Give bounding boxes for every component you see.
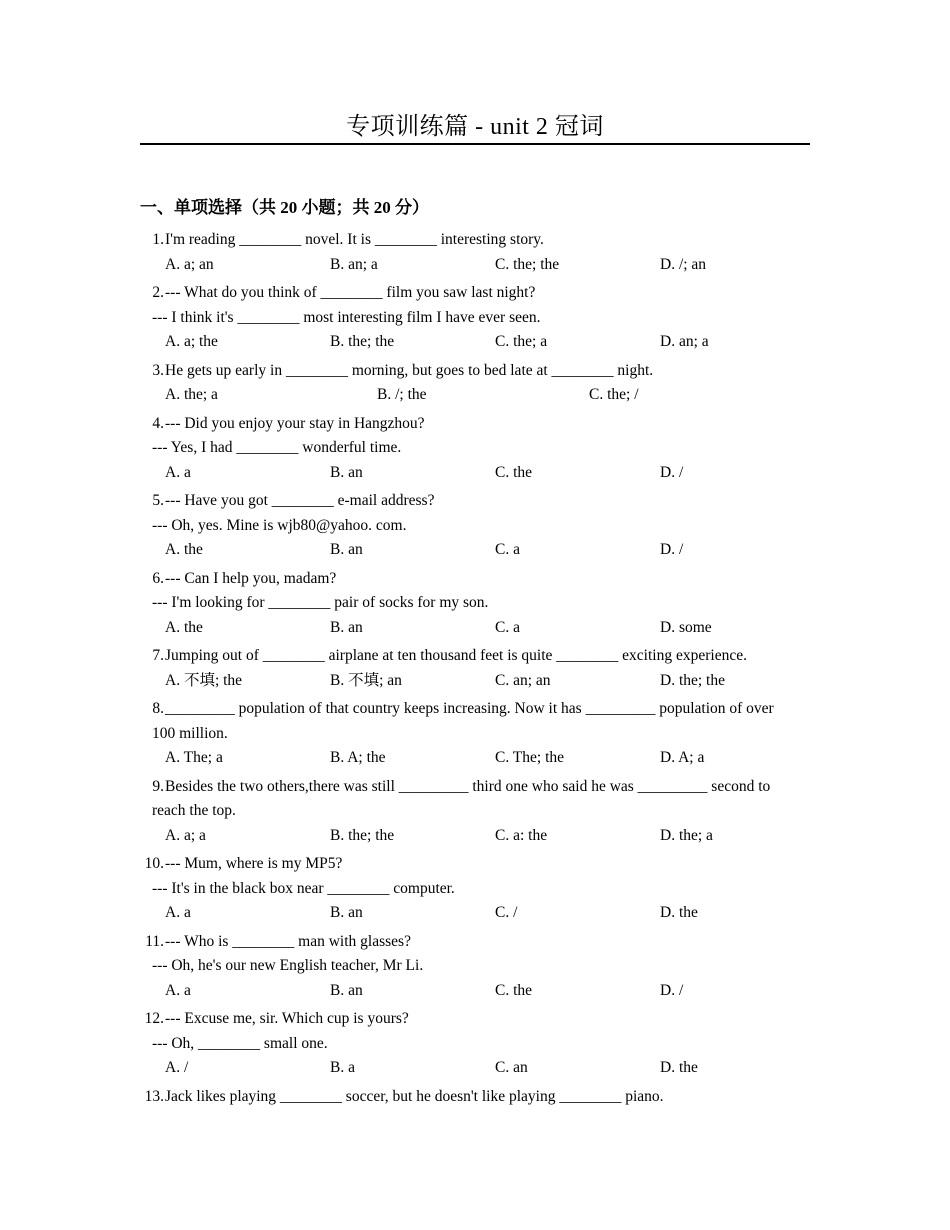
answer-option-c[interactable]: C. the (495, 463, 533, 481)
question-text: Jack likes playing ________ soccer, but he doesn't like playing ________ piano. (165, 1087, 664, 1105)
question-item (140, 775, 810, 849)
question-stem (140, 281, 810, 306)
question-item (140, 644, 810, 693)
answer-option-d[interactable]: D. an; a (660, 333, 709, 350)
answer-option-d[interactable]: D. / (660, 463, 684, 481)
answer-option-b[interactable]: B. an (330, 981, 363, 999)
page-title: 专项训练篇 - unit 2 冠词 (346, 114, 604, 140)
answer-option-c[interactable]: C. a (495, 618, 520, 636)
answer-options (140, 1056, 810, 1081)
question-item (140, 1085, 810, 1110)
answer-option-b[interactable]: B. a (330, 1059, 355, 1076)
question-stem (140, 1085, 810, 1110)
answer-option-d[interactable]: D. /; an (660, 255, 707, 273)
question-stem (140, 228, 810, 253)
answer-option-a[interactable]: A. a; a (165, 826, 206, 844)
question-number: 3. (152, 361, 164, 379)
answer-option-d[interactable]: D. some (660, 618, 712, 636)
answer-option-a[interactable]: A. a (165, 904, 191, 921)
question-text-continuation: reach the top. (152, 802, 236, 819)
question-text: --- What do you think of ________ film you saw last night? (165, 284, 536, 301)
answer-option-c[interactable]: C. the; / (589, 386, 639, 403)
question-text-continuation: --- It's in the black box near ________ computer. (152, 879, 455, 897)
question-text: --- Can I help you, madam? (165, 569, 337, 587)
question-stem (140, 412, 810, 437)
question-text: --- Have you got ________ e-mail address? (165, 492, 435, 509)
answer-option-c[interactable]: C. a: the (495, 826, 548, 844)
question-number: 10. (144, 855, 164, 872)
answer-option-a[interactable]: A. the (165, 541, 203, 558)
answer-option-c[interactable]: C. the; a (495, 333, 548, 350)
question-number: 1. (152, 231, 164, 248)
answer-option-c[interactable]: C. / (495, 904, 518, 921)
answer-option-b[interactable]: B. an; a (330, 255, 378, 273)
answer-options (140, 253, 810, 278)
question-number: 13. (144, 1087, 164, 1105)
answer-options (140, 824, 810, 849)
answer-options (140, 616, 810, 641)
question-text: --- Mum, where is my MP5? (165, 855, 343, 872)
answer-options (140, 979, 810, 1004)
question-item (140, 489, 810, 563)
question-text: --- Who is ________ man with glasses? (165, 932, 411, 950)
answer-option-c[interactable]: C. a (495, 541, 520, 558)
answer-option-c[interactable]: C. the (495, 981, 533, 999)
section-heading: 一、单项选择（共 20 小题；共 20 分） (140, 198, 429, 217)
answer-option-a[interactable]: A. the; a (165, 386, 218, 403)
answer-option-a[interactable]: A. a; the (165, 333, 218, 350)
question-stem (140, 489, 810, 514)
question-text-continuation: --- Yes, I had ________ wonderful time. (152, 439, 402, 456)
question-item (140, 930, 810, 1004)
answer-option-d[interactable]: D. the (660, 1059, 698, 1076)
answer-option-a[interactable]: A. a (165, 463, 191, 481)
question-number: 11. (145, 932, 164, 950)
answer-option-b[interactable]: B. an (330, 618, 363, 636)
answer-option-b[interactable]: B. the; the (330, 333, 395, 350)
answer-option-a[interactable]: A. a; an (165, 255, 214, 273)
question-list (140, 228, 810, 1113)
answer-option-c[interactable]: C. The; the (495, 749, 565, 766)
answer-options (140, 538, 810, 563)
question-number: 7. (152, 647, 164, 664)
question-number: 12. (144, 1010, 164, 1027)
question-text: Jumping out of ________ airplane at ten thousand feet is quite ________ exciting experience. (165, 647, 747, 664)
answer-options (140, 330, 810, 355)
answer-options (140, 901, 810, 926)
question-item (140, 359, 810, 408)
question-number: 5. (152, 492, 164, 509)
question-item (140, 1007, 810, 1081)
answer-option-b[interactable]: B. an (330, 904, 363, 921)
question-item (140, 567, 810, 641)
question-text: --- Excuse me, sir. Which cup is yours? (165, 1010, 409, 1027)
answer-options (140, 383, 810, 408)
question-text: _________ population of that country keeps increasing. Now it has _________ population of over (165, 700, 774, 717)
question-text: He gets up early in ________ morning, but goes to bed late at ________ night. (165, 361, 654, 379)
question-number: 8. (152, 700, 164, 717)
answer-options (140, 461, 810, 486)
question-number: 6. (152, 569, 164, 587)
answer-option-c[interactable]: C. the; the (495, 255, 560, 273)
question-text-continuation: --- I'm looking for ________ pair of socks for my son. (152, 594, 489, 611)
question-item (140, 852, 810, 926)
answer-option-a[interactable]: A. the (165, 618, 203, 636)
question-stem (140, 930, 810, 955)
answer-option-d[interactable]: D. the; a (660, 826, 713, 844)
answer-option-d[interactable]: D. / (660, 541, 684, 558)
answer-option-d[interactable]: D. the (660, 904, 698, 921)
answer-option-b[interactable]: B. the; the (330, 826, 395, 844)
question-item (140, 697, 810, 771)
question-stem (140, 567, 810, 592)
question-text: --- Did you enjoy your stay in Hangzhou? (165, 414, 425, 432)
answer-option-a[interactable]: A. a (165, 981, 191, 999)
answer-option-a[interactable]: A. / (165, 1059, 189, 1076)
question-text-continuation: --- Oh, yes. Mine is wjb80@yahoo. com. (152, 516, 407, 534)
answer-option-a[interactable]: A. 不填; the (165, 671, 243, 689)
question-stem (140, 644, 810, 669)
question-text: Besides the two others,there was still _________ third one who said he was _________ second to (165, 777, 771, 795)
answer-option-a[interactable]: A. The; a (165, 749, 223, 766)
question-number: 2. (152, 284, 164, 301)
answer-options (140, 669, 810, 694)
question-item (140, 412, 810, 486)
question-stem (140, 697, 810, 722)
question-stem (140, 775, 810, 800)
question-text-continuation: --- I think it's ________ most interesting film I have ever seen. (152, 308, 541, 326)
question-stem (140, 359, 810, 384)
answer-option-d[interactable]: D. the; the (660, 671, 725, 689)
question-stem (140, 852, 810, 877)
answer-option-c[interactable]: C. an (495, 1059, 528, 1076)
answer-option-b[interactable]: B. an (330, 541, 363, 558)
question-number: 4. (152, 414, 164, 432)
question-text-continuation: --- Oh, he's our new English teacher, Mr Li. (152, 957, 424, 974)
answer-options (140, 746, 810, 771)
answer-option-b[interactable]: B. /; the (377, 386, 427, 403)
answer-option-d[interactable]: D. / (660, 981, 684, 999)
question-text: I'm reading ________ novel. It is ________ interesting story. (165, 231, 544, 248)
question-stem (140, 1007, 810, 1032)
question-item (140, 228, 810, 277)
question-text-continuation: 100 million. (152, 724, 228, 742)
question-text-continuation: --- Oh, ________ small one. (152, 1034, 328, 1052)
answer-option-b[interactable]: B. 不填; an (330, 671, 402, 689)
question-number: 9. (152, 777, 164, 795)
answer-option-b[interactable]: B. A; the (330, 749, 386, 766)
title-underline (140, 143, 810, 145)
question-item (140, 281, 810, 355)
answer-option-d[interactable]: D. A; a (660, 749, 705, 766)
answer-option-c[interactable]: C. an; an (495, 671, 551, 689)
answer-option-b[interactable]: B. an (330, 463, 363, 481)
